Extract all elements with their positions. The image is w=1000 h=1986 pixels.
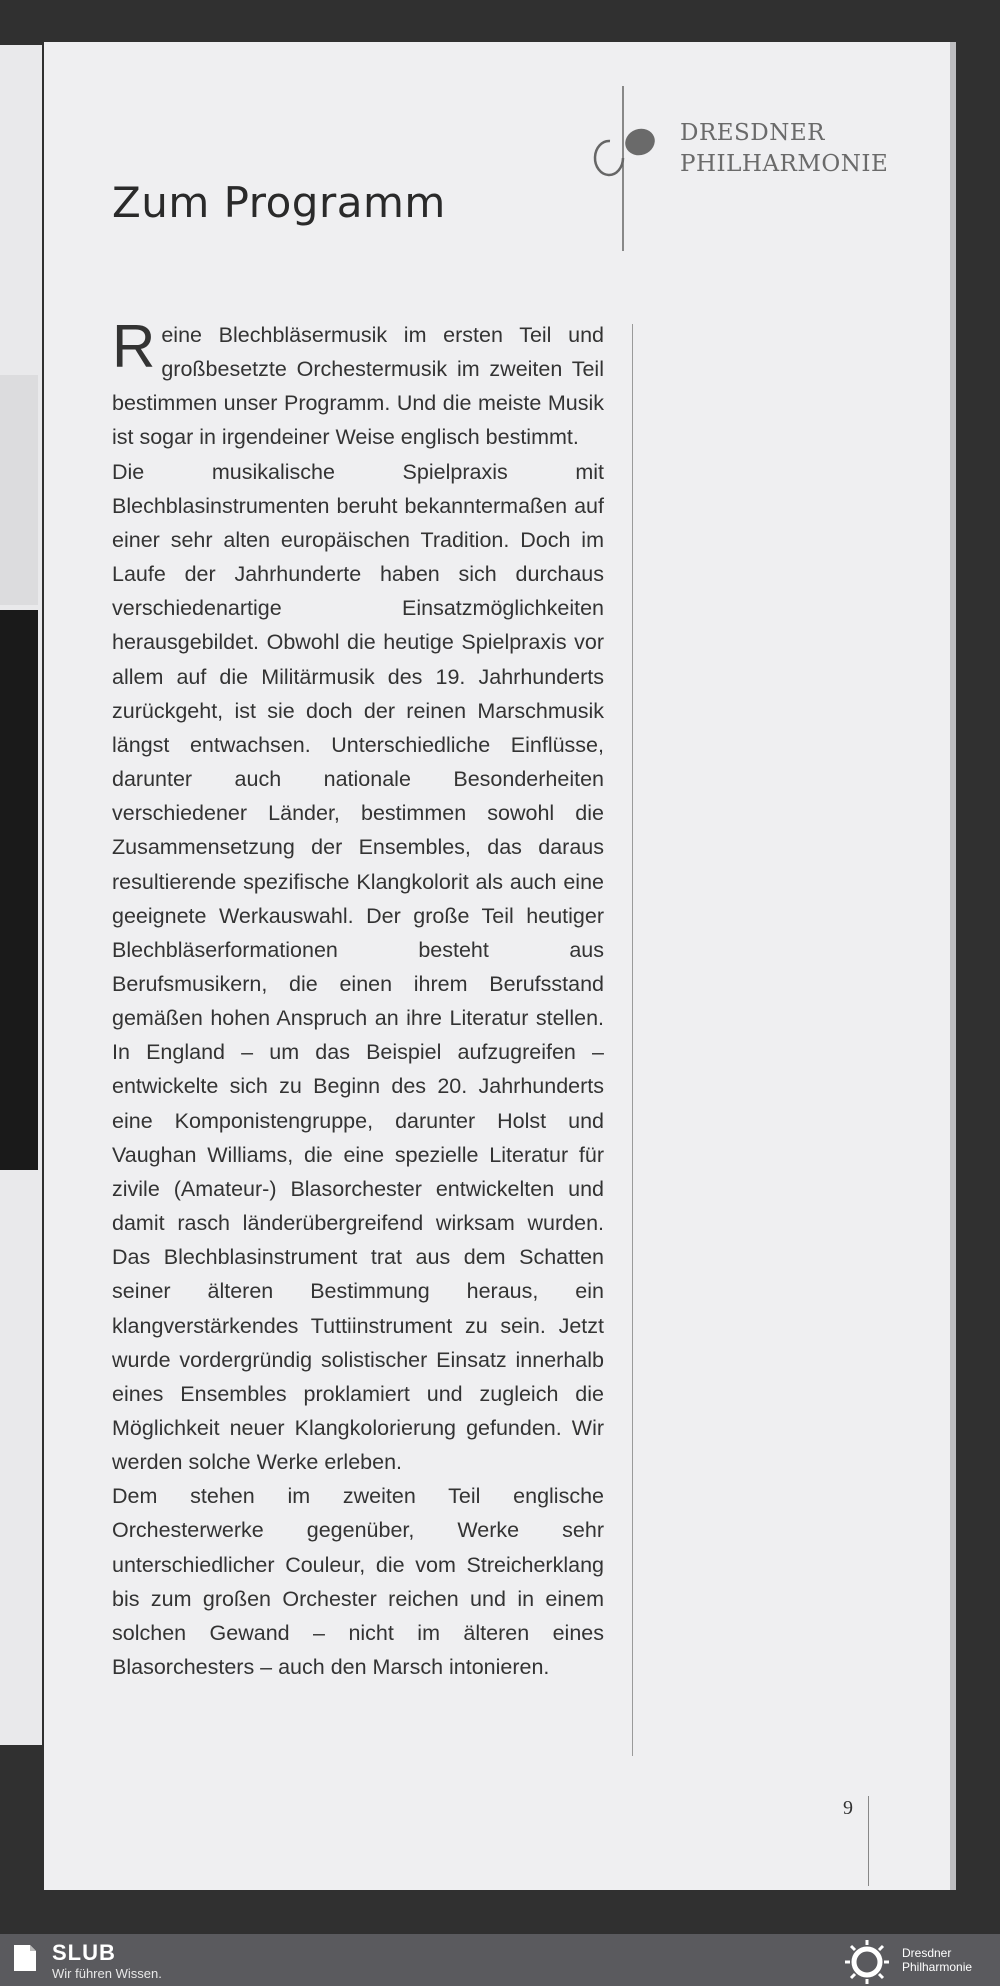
logo-line-2: PHILHARMONIE <box>680 151 889 177</box>
logo-wordmark <box>680 118 888 180</box>
left-page-photo <box>0 610 38 1170</box>
slub-logo-icon[interactable] <box>12 1943 38 1973</box>
page-number: 9 <box>843 1797 853 1819</box>
paragraph-1-text: eine Blechbläsermusik im ersten Teil und großbesetzte Orchestermusik im zweiten Teil bestimmen unser Programm. Und die meiste Musik ist sogar in irgendeiner Weise englisch bestimmt. <box>112 323 604 450</box>
philharmonie-sun-logo-icon[interactable] <box>842 1938 892 1986</box>
footer-partner-line-2: Philharmonie <box>902 1960 973 1974</box>
left-page-strip <box>0 375 38 605</box>
dresdner-philharmonie-logo-icon <box>588 86 666 251</box>
page-edge <box>950 42 956 1890</box>
paragraph-1 <box>112 313 604 455</box>
left-page-edge <box>0 45 42 1745</box>
page-number-rule <box>868 1796 869 1886</box>
paragraph-3: Dem stehen im zweiten Teil englische Orchesterwerke gegenüber, Werke sehr unterschiedlicher Couleur, die vom Streicherklang bis zum großen Orchester reichen und in einem solchen Gewand – nicht im älteren eines Blasorchesters – auch den Marsch intonieren. <box>112 1484 604 1680</box>
slub-name[interactable]: SLUB <box>52 1940 116 1965</box>
footer-partner-line-1: Dresdner <box>902 1946 952 1960</box>
paragraph-2: Die musikalische Spielpraxis mit Blechblasinstrumenten beruht bekanntermaßen auf einer sehr alten europäischen Tradition. Doch im Laufe der Jahrhunderte haben sich durchaus verschiedenartige Einsatzmöglichkeiten herausgebildet. Obwohl die heutige Spielpraxis vor allem auf die Militärmusik des 19. Jahrhunderts zurückgeht, ist sie doch der reinen Marschmusik längst entwachsen. Unterschiedliche Einflüsse, darunter auch nationale Besonderheiten verschiedener Länder, bestimmen sowohl die Zusammensetzung der Ensembles, das daraus resultierende spezifische Klangkolorit als auch eine geeignete Werkauswahl. Der große Teil heutiger Blechbläserformationen besteht aus Berufsmusikern, die einen ihrem Berufsstand gemäßen hohen Anspruch an ihre Literatur stellen. In England – um das Beispiel aufzugreifen – entwickelte sich zu Beginn des 20. Jahrhunderts eine Komponistengruppe, darunter Holst und Vaughan Williams, die eine spezielle Literatur für zivile (Amateur-) Blasorchester entwickelten und damit rasch länderübergreifend wirksam wurden. Das Blechblasinstrument trat aus dem Schatten seiner älteren Bestimmung heraus, ein klangverstärkendes Tuttiinstrument zu sein. Jetzt wurde vordergründig solistischer Einsatz innerhalb eines Ensembles proklamiert und zugleich die Möglichkeit neuer Klangkolorierung gefunden. Wir werden solche Werke erleben. <box>112 459 604 1475</box>
philharmonie-footer-name[interactable] <box>902 1946 972 1974</box>
article-body <box>112 313 604 1684</box>
column-rule <box>632 324 633 1756</box>
slub-tagline: Wir führen Wissen. <box>52 1966 162 1981</box>
drop-cap: R <box>112 313 156 380</box>
logo-line-1: DRESDNER <box>680 120 825 146</box>
page-title: Zum Programm <box>112 178 446 227</box>
